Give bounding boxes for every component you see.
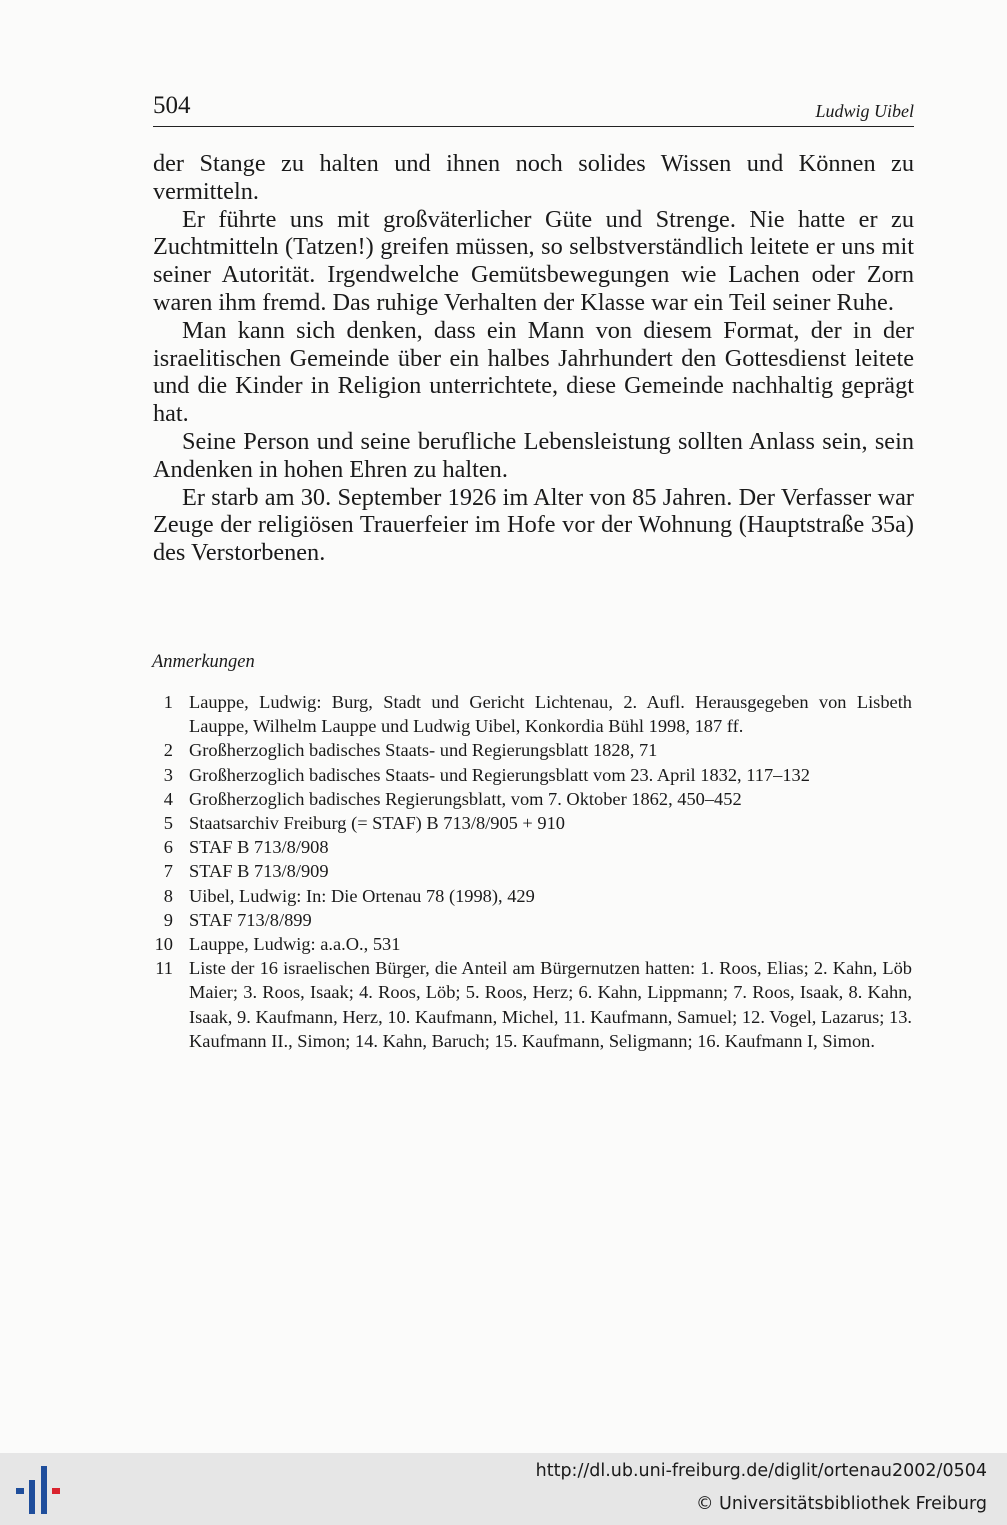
paragraph: Er starb am 30. September 1926 im Alter von 85 Jahren. Der Verfasser war Zeuge der religiösen Trauerfeier im Hofe vor der Wohnung (Hauptstraße 35a) des Verstorbenen. xyxy=(153,483,914,567)
note-item xyxy=(150,835,912,859)
note-item xyxy=(150,690,912,738)
page-header xyxy=(153,92,914,127)
body-text xyxy=(153,150,914,567)
note-text: Großherzoglich badisches Staats- und Regierungsblatt vom 23. April 1832, 117–132 xyxy=(189,764,810,785)
note-text: Uibel, Ludwig: In: Die Ortenau 78 (1998), 429 xyxy=(189,885,535,906)
paragraph: Man kann sich denken, dass ein Mann von diesem Format, der in der israelitischen Gemeinde über ein halbes Jahrhundert den Gottesdienst leitete und die Kinder in Religion unterrichtete, diese Gemeinde nachhaltig geprägt hat. xyxy=(153,316,914,428)
paragraph: Seine Person und seine berufliche Lebensleistung sollten Anlass sein, sein Andenken in hohen Ehren zu halten. xyxy=(153,427,914,483)
note-item xyxy=(150,738,912,762)
note-number: 8 xyxy=(163,885,173,906)
note-number: 10 xyxy=(154,934,173,955)
note-text: STAF 713/8/899 xyxy=(189,909,312,930)
note-number: 6 xyxy=(163,837,173,858)
note-item xyxy=(150,859,912,883)
notes-heading: Anmerkungen xyxy=(152,652,255,672)
note-item xyxy=(150,956,912,1053)
copyright-text: © Universitätsbibliothek Freiburg xyxy=(695,1494,987,1514)
paragraph: Er führte uns mit großväterlicher Güte und Strenge. Nie hatte er zu Zuchtmitteln (Tatzen!) greifen müssen, so selbstverständlich leitete er uns mit seiner Autorität. Irgendwelche Gemütsbewegungen wie Lachen oder Zorn waren ihm fremd. Das ruhige Verhalten der Klasse war ein Teil seiner Ruhe. xyxy=(153,205,914,316)
note-item xyxy=(150,763,912,787)
note-number: 3 xyxy=(163,764,173,785)
ub-freiburg-logo-icon xyxy=(12,1466,64,1514)
source-url-link[interactable]: http://dl.ub.uni-freiburg.de/diglit/ortenau2002/0504 xyxy=(535,1461,987,1481)
note-number: 4 xyxy=(163,788,173,809)
note-item xyxy=(150,787,912,811)
note-text: Liste der 16 israelischen Bürger, die Anteil am Bürgernutzen hatten: 1. Roos, Elias; 2. Kahn, Löb Maier; 3. Roos, Isaak; 4. Roos, Löb; 5. Roos, Herz; 6. Kahn, Lippmann; 7. Roos, Isaak, 8. Kahn, Isaak, 9. Kaufmann, Herz, 10. Kaufmann, Michel, 11. Kaufmann, Samuel; 12. Vogel, Lazarus; 13. Kaufmann II., Simon; 14. Kahn, Baruch; 15. Kaufmann, Seligmann; 16. Kaufmann I, Simon. xyxy=(189,958,912,1051)
page-number: 504 xyxy=(153,92,191,119)
note-text: Großherzoglich badisches Staats- und Regierungsblatt 1828, 71 xyxy=(189,740,658,761)
note-text: Lauppe, Ludwig: Burg, Stadt und Gericht Lichtenau, 2. Aufl. Herausgegeben von Lisbeth Lauppe, Wilhelm Lauppe und Ludwig Uibel, Konkordia Bühl 1998, 187 ff. xyxy=(189,692,912,737)
note-number: 2 xyxy=(163,740,173,761)
note-item xyxy=(150,884,912,908)
viewer-footer xyxy=(0,1453,1007,1525)
note-text: Lauppe, Ludwig: a.a.O., 531 xyxy=(189,934,401,955)
paragraph: der Stange zu halten und ihnen noch solides Wissen und Können zu vermitteln. xyxy=(153,150,914,205)
note-text: STAF B 713/8/908 xyxy=(189,837,329,858)
note-item xyxy=(150,811,912,835)
note-number: 9 xyxy=(163,909,173,930)
note-item xyxy=(150,932,912,956)
note-text: Staatsarchiv Freiburg (= STAF) B 713/8/905 + 910 xyxy=(189,813,565,834)
note-number: 5 xyxy=(163,813,173,834)
note-number: 1 xyxy=(163,692,173,712)
note-number: 11 xyxy=(155,958,173,979)
note-text: STAF B 713/8/909 xyxy=(189,861,329,882)
notes-list xyxy=(150,690,912,1053)
note-number: 7 xyxy=(163,861,173,882)
note-text: Großherzoglich badisches Regierungsblatt, vom 7. Oktober 1862, 450–452 xyxy=(189,788,742,809)
running-head: Ludwig Uibel xyxy=(815,101,914,121)
note-item xyxy=(150,908,912,932)
